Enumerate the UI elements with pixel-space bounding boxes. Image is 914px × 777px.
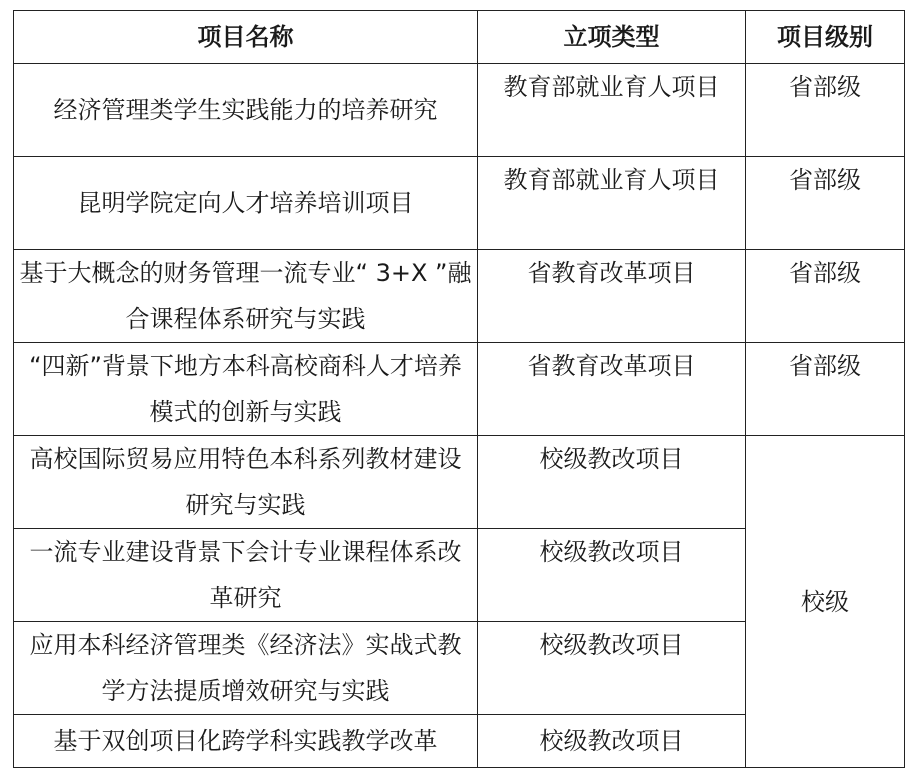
project-level-cell: 省部级 [746,250,905,343]
project-level-cell: 省部级 [746,343,905,436]
header-row [14,11,905,64]
project-name-cell: 高校国际贸易应用特色本科系列教材建设研究与实践 [14,436,478,529]
project-name-cell: 经济管理类学生实践能力的培养研究 [14,64,478,157]
project-type-cell: 教育部就业育人项目 [478,64,746,157]
table-row [14,250,905,343]
header-project-level: 项目级别 [746,11,905,64]
table-row [14,343,905,436]
header-project-type: 立项类型 [478,11,746,64]
project-name-cell: 一流专业建设背景下会计专业课程体系改革研究 [14,529,478,622]
project-name-cell: 基于大概念的财务管理一流专业“ 3+X ”融合课程体系研究与实践 [14,250,478,343]
project-type-cell: 校级教改项目 [478,529,746,622]
table-row [14,64,905,157]
project-type-cell: 校级教改项目 [478,622,746,715]
header-project-name: 项目名称 [14,11,478,64]
project-level-cell: 省部级 [746,64,905,157]
project-type-cell: 校级教改项目 [478,715,746,768]
project-type-cell: 省教育改革项目 [478,250,746,343]
project-name-cell: “四新”背景下地方本科高校商科人才培养模式的创新与实践 [14,343,478,436]
project-type-cell: 教育部就业育人项目 [478,157,746,250]
table-row [14,436,905,529]
project-type-cell: 校级教改项目 [478,436,746,529]
project-name-cell: 基于双创项目化跨学科实践教学改革 [14,715,478,768]
project-table [13,10,905,768]
project-name-cell: 应用本科经济管理类《经济法》实战式教学方法提质增效研究与实践 [14,622,478,715]
project-name-cell: 昆明学院定向人才培养培训项目 [14,157,478,250]
project-level-cell: 省部级 [746,157,905,250]
project-level-merged-cell: 校级 [746,436,905,768]
table-row [14,157,905,250]
project-type-cell: 省教育改革项目 [478,343,746,436]
